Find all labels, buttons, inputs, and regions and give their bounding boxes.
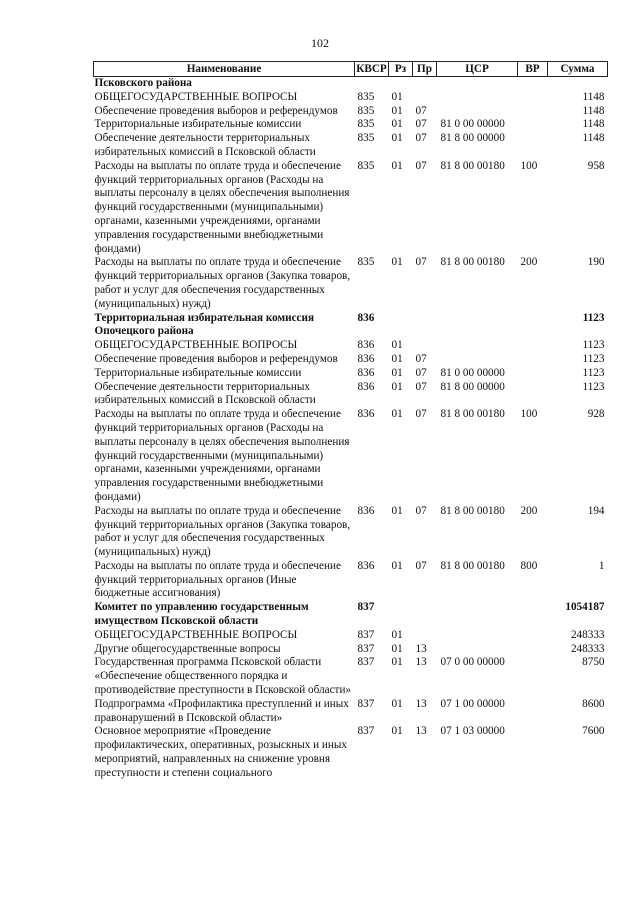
cell-vr [518,312,548,340]
cell-rz: 01 [391,504,403,517]
cell-name: ОБЩЕГОСУДАРСТВЕННЫЕ ВОПРОСЫ [94,90,298,103]
cell-rz: 01 [391,559,403,572]
cell-pr: 07 [415,380,427,393]
cell-name: Расходы на выплаты по оплате труда и обеспечение функций территориальных органов (Закупка товаров, работ и услуг для обеспечения государственных (муниципальных) нужд) [94,256,351,310]
table-row [94,367,608,381]
table-row [94,353,608,367]
cell-rz: 01 [391,366,403,379]
cell-vr [518,698,548,726]
cell-sum: 958 [587,159,605,172]
cell-kvsr: 835 [357,159,375,172]
cell-kvsr [355,77,389,91]
table-row [94,256,608,311]
budget-table [93,61,608,781]
table-row [94,698,608,726]
cell-csr: 81 8 00 00180 [440,159,505,172]
cell-vr [518,353,548,367]
table-row [94,643,608,657]
cell-vr [518,629,548,643]
cell-kvsr: 836 [357,311,375,324]
cell-rz: 01 [391,132,403,145]
cell-csr: 81 0 00 00000 [440,118,505,131]
cell-sum: 1123 [582,311,605,324]
cell-rz: 01 [391,408,403,421]
cell-csr [437,91,518,105]
cell-name: Подпрограмма «Профилактика преступлений и иных правонарушений в Псковской области» [94,697,349,724]
cell-kvsr: 836 [357,559,375,572]
cell-sum: 928 [587,408,605,421]
cell-vr [518,132,548,160]
cell-name: Обеспечение проведения выборов и референдумов [94,104,338,117]
cell-name: Территориальные избирательные комиссии [94,366,302,379]
cell-sum: 1123 [582,366,605,379]
cell-vr [518,105,548,119]
cell-csr: 81 0 00 00000 [440,366,505,379]
cell-kvsr: 835 [357,256,375,269]
cell-kvsr: 837 [357,725,375,738]
cell-sum: 1148 [582,132,605,145]
cell-rz [389,77,413,91]
cell-sum: 190 [587,256,605,269]
cell-name: Территориальная избирательная комиссия Опочецкого района [94,311,314,338]
table-row [94,505,608,560]
cell-vr: 200 [520,504,538,517]
cell-csr [437,105,518,119]
table-row [94,312,608,340]
cell-rz: 01 [391,642,403,655]
cell-kvsr: 837 [357,656,375,669]
cell-name: Основное мероприятие «Проведение профилактических, оперативных, розыскных и иных мероприятий, направленных на снижение уровня преступности и степени социального [94,725,348,779]
cell-csr: 07 1 00 00000 [440,697,505,710]
cell-vr [518,77,548,91]
cell-kvsr: 836 [357,352,375,365]
cell-vr [518,367,548,381]
cell-name: Расходы на выплаты по оплате труда и обеспечение функций территориальных органов (Расходы на выплаты персоналу в целях обеспечения выполнения функций государственными (муниципальными) органами, казенными учреждениями, органами управления государственными внебюджетными фондами) [94,408,350,503]
cell-name: Государственная программа Псковской области «Обеспечение общественного порядка и противодействие преступности в Псковской области» [94,656,352,697]
cell-csr: 81 8 00 00180 [440,408,505,421]
table-row [94,91,608,105]
cell-vr [518,656,548,697]
cell-sum: 8750 [582,656,605,669]
column-header-csr: ЦСР [437,62,518,77]
cell-sum: 1148 [582,118,605,131]
cell-kvsr: 835 [357,104,375,117]
cell-name: Обеспечение деятельности территориальных избирательных комиссий в Псковской области [94,132,316,158]
table-row [94,408,608,505]
cell-vr: 100 [520,408,538,421]
cell-rz: 01 [391,339,403,352]
cell-pr: 13 [415,697,427,710]
header-row [94,62,608,77]
cell-name: Расходы на выплаты по оплате труда и обеспечение функций территориальных органов (Иные бюджетные ассигнования) [94,559,341,600]
cell-name: Другие общегосударственные вопросы [94,642,281,655]
cell-rz [389,601,413,629]
cell-pr: 13 [415,656,427,669]
cell-csr [437,339,518,353]
cell-pr: 07 [415,256,427,269]
cell-csr [437,312,518,340]
cell-sum: 248333 [570,642,605,655]
cell-sum: 8600 [582,697,605,710]
cell-pr [413,91,437,105]
cell-csr: 07 1 03 00000 [440,725,505,738]
cell-sum: 1 [598,559,605,572]
table-row [94,77,608,91]
column-header-pr: Пр [413,62,437,77]
column-header-rz: Рз [389,62,413,77]
cell-csr [437,353,518,367]
cell-vr [518,725,548,780]
cell-vr [518,601,548,629]
cell-name: Расходы на выплаты по оплате труда и обеспечение функций территориальных органов (Расходы на выплаты персоналу в целях обеспечения выполнения функций государственными (муниципальными) органами, казенными учреждениями, органами управления государственными внебюджетными фондами) [94,159,350,255]
column-header-vr: ВР [518,62,548,77]
table-row [94,656,608,697]
cell-pr [413,629,437,643]
cell-rz: 01 [391,352,403,365]
cell-csr: 81 8 00 00000 [440,132,505,145]
cell-vr: 100 [520,159,538,172]
cell-pr [413,339,437,353]
cell-rz: 01 [391,656,403,669]
cell-sum: 248333 [570,628,605,641]
cell-csr: 81 8 00 00180 [440,559,505,572]
cell-sum [548,77,608,91]
cell-pr: 07 [415,408,427,421]
cell-pr: 13 [415,725,427,738]
cell-sum: 1148 [582,104,605,117]
cell-kvsr: 837 [357,628,375,641]
cell-kvsr: 836 [357,366,375,379]
table-row [94,725,608,780]
cell-kvsr: 835 [357,132,375,145]
cell-csr: 07 0 00 00000 [440,656,505,669]
column-header-sum: Сумма [548,62,608,77]
cell-vr [518,339,548,353]
cell-rz: 01 [391,380,403,393]
cell-pr: 07 [415,352,427,365]
cell-pr: 07 [415,104,427,117]
cell-sum: 1148 [582,90,605,103]
table-row [94,381,608,409]
cell-rz: 01 [391,118,403,131]
cell-kvsr: 837 [357,601,375,614]
cell-kvsr: 836 [357,339,375,352]
cell-pr: 07 [415,366,427,379]
cell-vr [518,643,548,657]
table-row [94,118,608,132]
cell-pr [413,601,437,629]
cell-kvsr: 836 [357,380,375,393]
cell-csr [437,601,518,629]
cell-sum: 1123 [582,339,605,352]
cell-name: Обеспечение деятельности территориальных избирательных комиссий в Псковской области [94,380,316,407]
cell-name: ОБЩЕГОСУДАРСТВЕННЫЕ ВОПРОСЫ [94,628,298,641]
cell-vr: 800 [520,559,538,572]
cell-vr [518,118,548,132]
cell-name: Расходы на выплаты по оплате труда и обеспечение функций территориальных органов (Закупка товаров, работ и услуг для обеспечения государственных (муниципальных) нужд) [94,504,351,559]
cell-sum: 1123 [582,352,605,365]
table-row [94,132,608,160]
cell-rz: 01 [391,104,403,117]
cell-vr: 200 [520,256,538,269]
cell-csr: 81 8 00 00180 [440,256,505,269]
cell-pr [413,77,437,91]
page-number: 102 [311,36,329,50]
cell-vr [518,381,548,409]
cell-rz: 01 [391,725,403,738]
cell-csr [437,629,518,643]
cell-sum: 7600 [582,725,605,738]
cell-rz: 01 [391,159,403,172]
column-header-kvsr: КВСР [356,62,387,75]
cell-pr: 07 [415,159,427,172]
table-header [94,62,608,77]
cell-kvsr: 836 [357,408,375,421]
cell-kvsr: 837 [357,697,375,710]
cell-csr: 81 8 00 00000 [440,380,505,393]
cell-rz: 01 [391,256,403,269]
cell-name: Обеспечение проведения выборов и референдумов [94,352,338,365]
cell-rz [389,312,413,340]
table-row [94,629,608,643]
table-row [94,105,608,119]
column-header-name: Наименование [94,62,355,77]
cell-kvsr: 835 [357,118,375,131]
cell-name: Псковского района [94,77,192,89]
cell-sum: 194 [587,504,605,517]
table-row [94,160,608,257]
cell-kvsr: 837 [357,642,375,655]
cell-csr [437,77,518,91]
cell-sum: 1054187 [565,601,605,614]
table-row [94,601,608,629]
cell-kvsr: 835 [357,90,375,103]
cell-name: ОБЩЕГОСУДАРСТВЕННЫЕ ВОПРОСЫ [94,339,298,352]
cell-pr: 07 [415,132,427,145]
cell-name: Территориальные избирательные комиссии [94,118,302,131]
table-row [94,339,608,353]
table-row [94,560,608,601]
cell-name: Комитет по управлению государственным имуществом Псковской области [94,601,309,628]
cell-rz: 01 [391,628,403,641]
cell-vr [518,91,548,105]
cell-pr: 13 [415,642,427,655]
cell-rz: 01 [391,90,403,103]
cell-csr: 81 8 00 00180 [440,504,505,517]
cell-pr: 07 [415,118,427,131]
cell-pr [413,312,437,340]
cell-csr [437,643,518,657]
cell-kvsr: 836 [357,504,375,517]
cell-pr: 07 [415,504,427,517]
cell-rz: 01 [391,697,403,710]
cell-pr: 07 [415,559,427,572]
cell-sum: 1123 [582,380,605,393]
table-body [94,77,608,781]
